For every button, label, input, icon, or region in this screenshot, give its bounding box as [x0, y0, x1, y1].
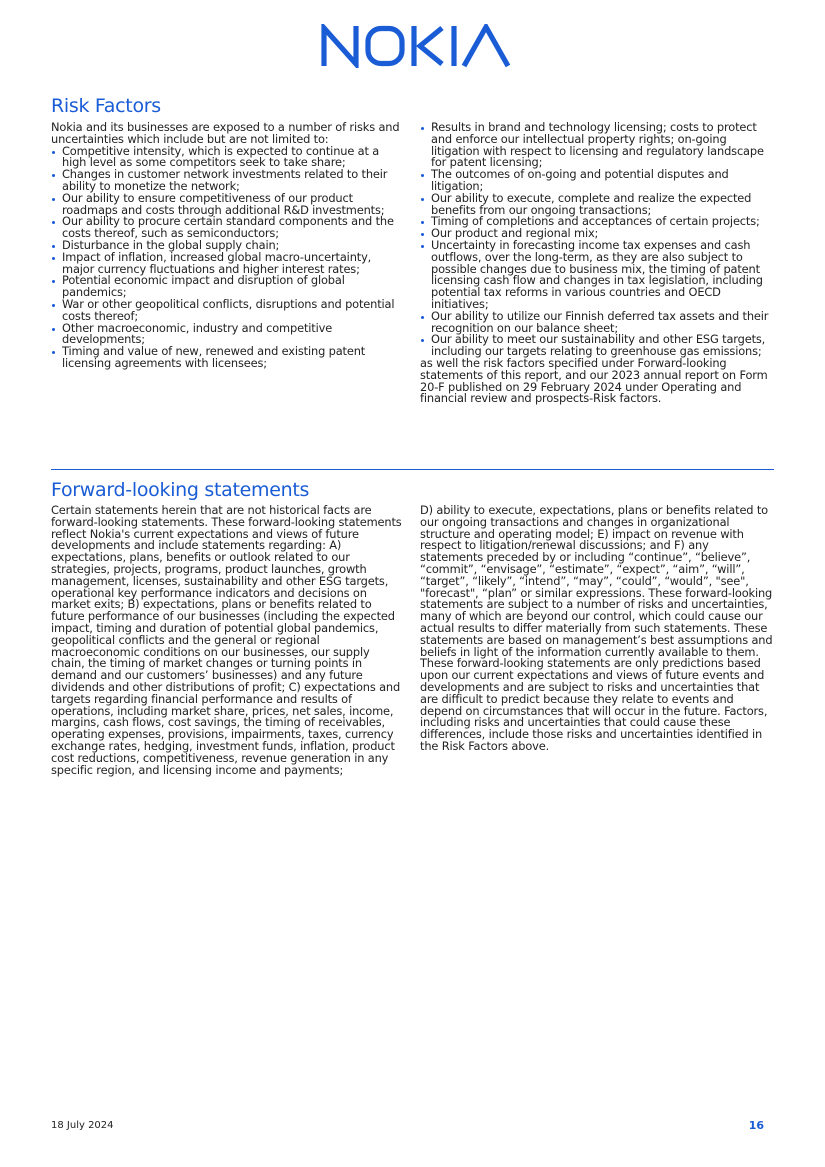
list-item: Disturbance in the global supply chain; — [51, 240, 406, 252]
risk-factors-closing: as well the risk factors specified under Forward-looking statements of this report, and our 2023 annual report on Form 20-F published on 29 February 2024 under Operating and financial review and prospects-Risk factors. — [420, 355, 768, 406]
forward-looking-left-column — [51, 505, 406, 776]
list-item: The outcomes of on-going and potential disputes and litigation; — [420, 169, 775, 193]
risk-factors-heading: Risk Factors — [51, 95, 161, 117]
list-item: Our ability to utilize our Finnish deferred tax assets and their recognition on our balance sheet; — [420, 311, 775, 335]
forward-looking-paragraph-2: D) ability to execute, expectations, plans or benefits related to our ongoing transactions and changes in organizational structure and operating model; E) impact on revenue with respect to litigation/renewal discussions; and F) any statements preceded by or including “continue”, “believe”, “commit”, “envisage”, “estimate”, “expect”, “aim”, “will”, “target”, “likely”, “intend”, “may”, “could”, “would”, "see", "forecast", “plan” or similar expressions. These forward-looking statements are subject to a number of risks and uncertainties, many of which are beyond our control, which could cause our actual results to differ materially from such statements. These statements are based on management’s best assumptions and beliefs in light of the information currently available to them. These forward-looking statements are only predictions based upon our current expectations and views of future events and developments and are subject to risks and uncertainties that are difficult to predict because they relate to events and depend on circumstances that will occur in the future. Factors, including risks and uncertainties that could cause these differences, include those risks and uncertainties identified in the Risk Factors above. — [420, 503, 773, 753]
risk-factors-right-column — [420, 122, 775, 405]
list-item: Our ability to procure certain standard components and the costs thereof, such as semiconductors; — [51, 216, 406, 240]
list-item: Impact of inflation, increased global macro-uncertainty, major currency fluctuations and higher interest rates; — [51, 252, 406, 276]
list-item: Timing of completions and acceptances of certain projects; — [420, 216, 775, 228]
forward-looking-right-column — [420, 505, 775, 753]
risk-factors-list-right — [420, 122, 775, 358]
section-divider — [51, 469, 774, 470]
list-item: Potential economic impact and disruption of global pandemics; — [51, 275, 406, 299]
footer-date: 18 July 2024 — [51, 1120, 114, 1131]
list-item: Uncertainty in forecasting income tax expenses and cash outflows, over the long-term, as they are also subject to possible changes due to business mix, the timing of patent licensing cash flow and changes in tax legislation, including potential tax reforms in various countries and OECD initiatives; — [420, 240, 775, 311]
list-item: Results in brand and technology licensing; costs to protect and enforce our intellectual property rights; on-going litigation with respect to licensing and regulatory landscape for patent licensing; — [420, 122, 775, 169]
forward-looking-heading: Forward-looking statements — [51, 479, 310, 501]
list-item: Our ability to execute, complete and realize the expected benefits from our ongoing transactions; — [420, 193, 775, 217]
nokia-logo-mark — [320, 24, 512, 68]
list-item: Competitive intensity, which is expected to continue at a high level as some competitors seek to take share; — [51, 146, 406, 170]
list-item: Our product and regional mix; — [420, 228, 775, 240]
risk-factors-list-left — [51, 143, 406, 370]
nokia-logo — [320, 24, 512, 68]
forward-looking-paragraph-1: Certain statements herein that are not historical facts are forward-looking statements. These forward-looking statements reflect Nokia's current expectations and views of future developments and include statements regarding: A) expectations, plans, benefits or outlook related to our strategies, projects, programs, product launches, growth management, licenses, sustainability and other ESG targets, operational key performance indicators and decisions on market exits; B) expectations, plans or benefits related to future performance of our businesses (including the expected impact, timing and duration of potential global pandemics, geopolitical conflicts and the general or regional macroeconomic conditions on our businesses, our supply chain, the timing of market changes or turning points in demand and our customers’ businesses) and any future dividends and other distributions of profit; C) expectations and targets regarding financial performance and results of operations, including market share, prices, net sales, income, margins, cash flows, cost savings, the timing of receivables, operating expenses, provisions, impairments, taxes, currency exchange rates, hedging, investment funds, inflation, product cost reductions, competitiveness, revenue generation in any specific region, and licensing income and payments; — [51, 503, 402, 777]
list-item: Our ability to meet our sustainability and other ESG targets, including our targets relating to greenhouse gas emissions; — [420, 334, 775, 358]
list-item: Other macroeconomic, industry and competitive developments; — [51, 323, 406, 347]
list-item: War or other geopolitical conflicts, disruptions and potential costs thereof; — [51, 299, 406, 323]
risk-factors-left-column — [51, 122, 406, 370]
list-item: Our ability to ensure competitiveness of our product roadmaps and costs through additional R&D investments; — [51, 193, 406, 217]
list-item: Timing and value of new, renewed and existing patent licensing agreements with licensees; — [51, 346, 406, 370]
page-number: 16 — [748, 1119, 764, 1132]
risk-factors-intro: Nokia and its businesses are exposed to a number of risks and uncertainties which include but are not limited to: — [51, 120, 400, 146]
list-item: Changes in customer network investments related to their ability to monetize the network; — [51, 169, 406, 193]
